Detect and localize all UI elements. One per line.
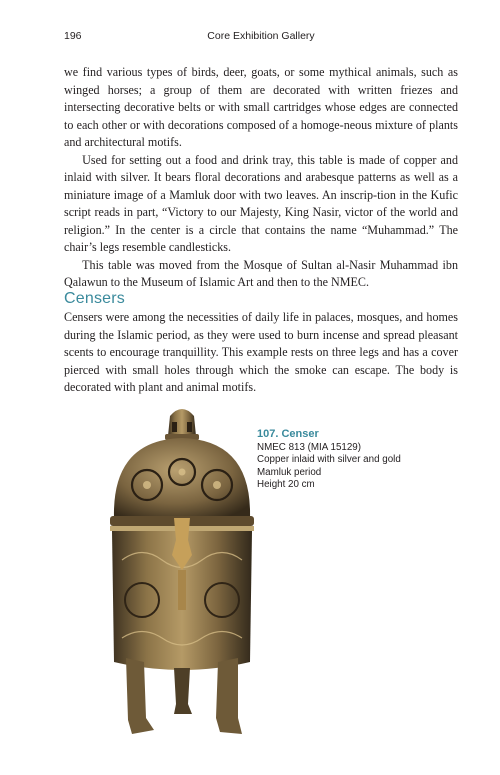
- paragraph-3: This table was moved from the Mosque of Sultan al-Nasir Muhammad ibn Qalawun to the Museum of Islamic Art and then to the NMEC.: [64, 257, 458, 289]
- caption-period: Mamluk period: [257, 466, 322, 478]
- censer-section-text: [64, 309, 458, 397]
- paragraph-1: we find various types of birds, deer, goats, or some mythical animals, such as winged horses; a group of them are decorated with written friezes and intersecting decorative belts or with small cartridges whose edges are connected to each other or with decorations composed of a homoge-neous mixture of plants and architectural motifs.: [64, 65, 458, 149]
- section-heading: Censers: [64, 290, 125, 307]
- artifact-caption: [257, 428, 457, 492]
- caption-inventory: NMEC 813 (MIA 15129): [257, 441, 362, 453]
- paragraph-2: Used for setting out a food and drink tray, this table is made of copper and inlaid with silver. It bears floral decorations and arabesque patterns as well as a miniature image of a Mamluk door with two leaves. An inscrip-tion in the Kufic script reads in part, “Victory to our Majesty, King Nasir, victor of the world and religion.” In the center is a circle that contains the name “Muhammad.” The chair’s legs resemble candlesticks.: [64, 152, 458, 254]
- page-number: 196: [64, 30, 82, 42]
- caption-material: Copper inlaid with silver and gold: [257, 454, 401, 466]
- caption-title: 107. Censer: [257, 428, 319, 440]
- censer-photo: [92, 400, 272, 755]
- page-header: [64, 30, 458, 46]
- intro-text: [64, 64, 458, 292]
- running-title: Core Exhibition Gallery: [207, 30, 315, 42]
- caption-height: Height 20 cm: [257, 479, 315, 491]
- censer-paragraph: Censers were among the necessities of daily life in palaces, mosques, and homes during the Islamic period, as they were used to burn incense and spread pleasant scents to encourage tranquillity. This example rests on three legs and has a cover pierced with small holes through which the smoke can escape. The body is decorated with plant and animal motifs.: [64, 310, 458, 394]
